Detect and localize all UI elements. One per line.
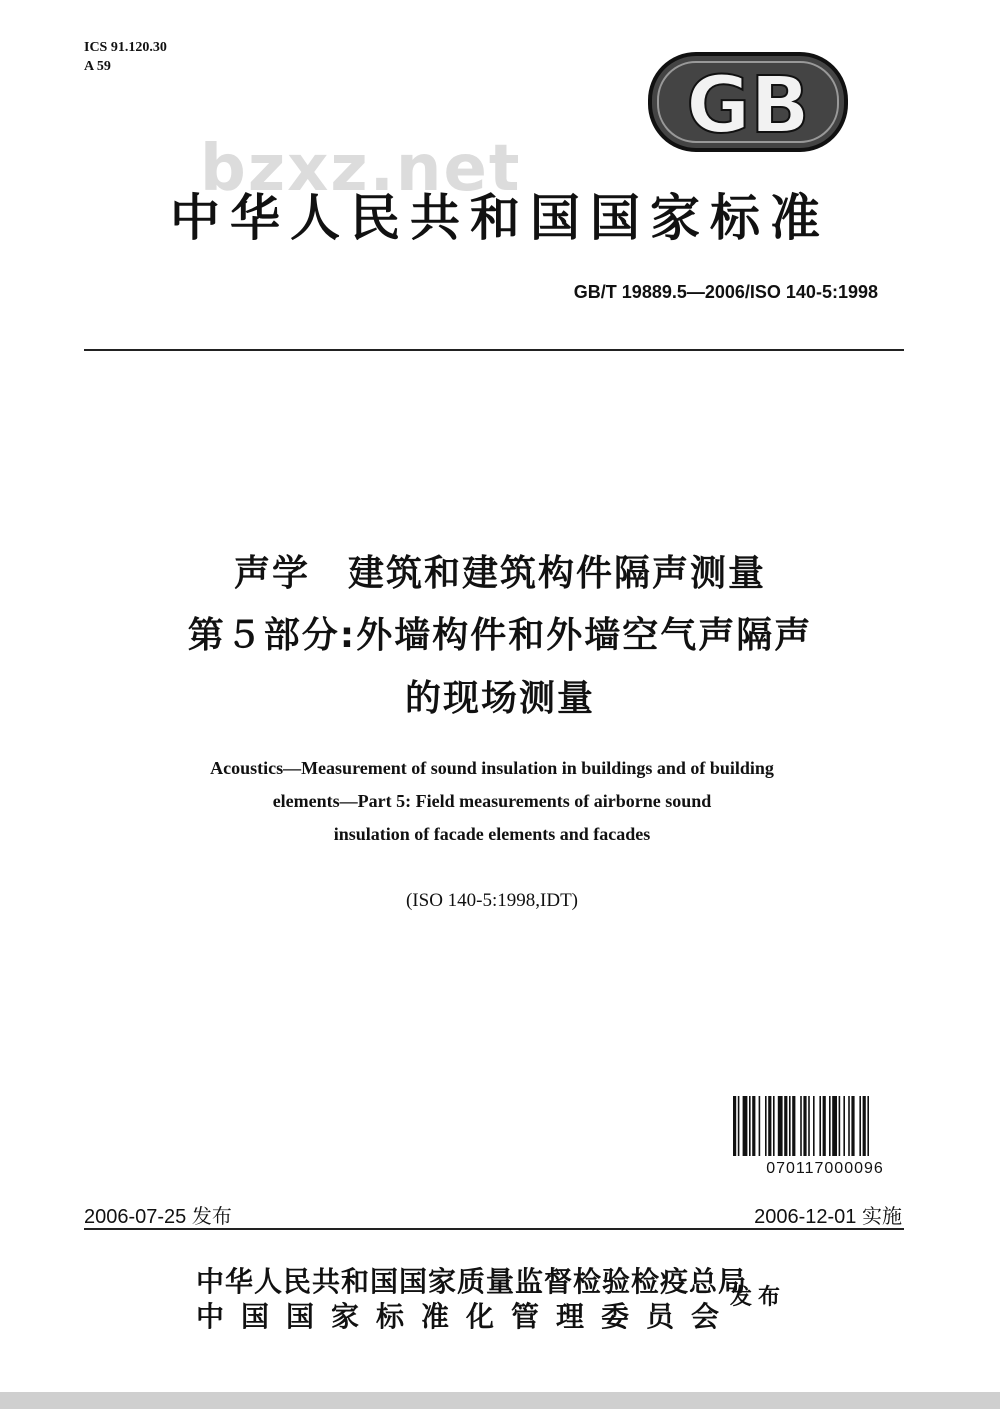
classification-codes (84, 38, 167, 76)
ics-code: ICS 91.120.30 (84, 40, 167, 55)
barcode-bar (759, 1096, 761, 1156)
barcode-bar (773, 1096, 775, 1156)
gb-logo-text: GB (686, 61, 810, 151)
barcode-bar (792, 1096, 795, 1156)
top-divider (84, 349, 904, 351)
barcode-bar (765, 1096, 767, 1156)
barcode-bar (784, 1096, 787, 1156)
barcode-bar (819, 1096, 821, 1156)
barcode-bar (808, 1096, 810, 1156)
barcode-bar (863, 1096, 866, 1156)
barcode-bar (848, 1096, 850, 1156)
barcode-bar (813, 1096, 815, 1156)
issuer-sac: 中国国家标准化管理委员会 (196, 1300, 737, 1333)
barcode-bar (778, 1096, 783, 1156)
barcode-bar (749, 1096, 751, 1156)
barcode-bar (803, 1096, 806, 1156)
implementation-date: 2006-12-01 实施 (754, 1206, 902, 1228)
barcode-bar (832, 1096, 837, 1156)
chinese-title-line-3: 的现场测量 (404, 678, 595, 719)
standard-number: GB/T 19889.5—2006/ISO 140-5:1998 (573, 282, 878, 302)
issuer-aqsiq: 中华人民共和国国家质量监督检验检疫总局 (196, 1265, 748, 1298)
barcode-bar (768, 1096, 771, 1156)
gb-logo (648, 52, 848, 152)
barcode-bar (839, 1096, 841, 1156)
barcode-bar (829, 1096, 831, 1156)
english-title-line-2: elements—Part 5: Field measurements of airborne sound (272, 791, 712, 811)
barcode-bar (800, 1096, 802, 1156)
barcode-bar (733, 1096, 736, 1156)
issue-label: 发布 (730, 1285, 787, 1310)
chinese-title-line-1: 声学 建筑和建筑构件隔声测量 (233, 553, 766, 594)
ccs-code: A 59 (84, 59, 111, 74)
barcode-bar (851, 1096, 854, 1156)
barcode-bar (859, 1096, 861, 1156)
issue-date: 2006-07-25 发布 (84, 1206, 232, 1228)
english-title-line-1: Acoustics—Measurement of sound insulation in buildings and of building (210, 758, 774, 778)
barcode-bar (743, 1096, 748, 1156)
chinese-title-line-2: 第５部分:外墙构件和外墙空气声隔声 (187, 615, 813, 656)
bottom-divider (84, 1228, 904, 1230)
page-bottom-edge (0, 1392, 1000, 1409)
iso-reference: (ISO 140-5:1998,IDT) (405, 890, 579, 911)
barcode-bar (867, 1096, 869, 1156)
watermark: bzxz.net (200, 132, 522, 206)
english-title-line-3: insulation of facade elements and facades (333, 824, 651, 844)
barcode (733, 1096, 917, 1156)
national-standard-title: 中华人民共和国国家标准 (170, 188, 830, 247)
barcode-bar (738, 1096, 740, 1156)
barcode-bar (823, 1096, 826, 1156)
barcode-number: 070117000096 (766, 1160, 884, 1177)
barcode-bar (843, 1096, 845, 1156)
barcode-bar (789, 1096, 791, 1156)
barcode-bar (752, 1096, 755, 1156)
